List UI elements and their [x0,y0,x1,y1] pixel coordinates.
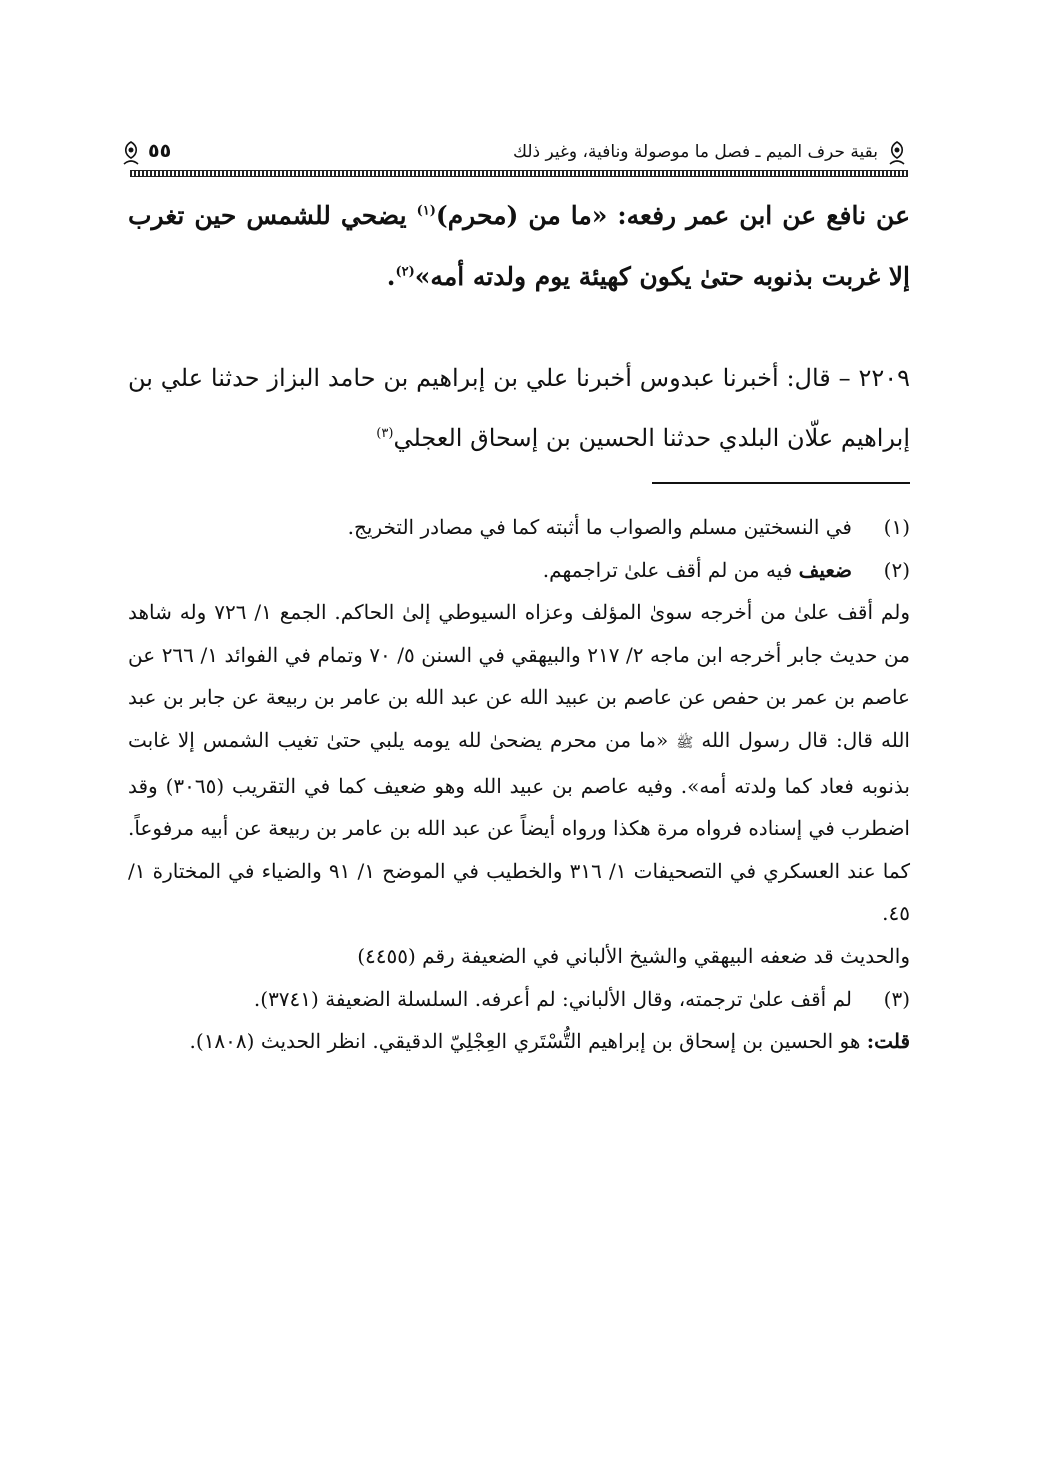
footnote-number: (١) [883,515,910,539]
footnote-2-conclusion: والحديث قد ضعفه البيهقي والشيخ الألباني في الضعيفة رقم (٤٤٥٥) [357,943,910,968]
running-title: بقية حرف الميم ـ فصل ما موصولة ونافية، وغير ذلك [513,142,878,162]
footnote-3: (٣) لم أقف علىٰ ترجمته، وقال الألباني: لم أعرفه. السلسلة الضعيفة (٣٧٤١). [128,978,910,1021]
salawat-glyph: ﷺ [676,734,694,751]
footnote-ref: (١) [416,203,436,219]
footnote-ref: (٣) [376,426,394,441]
page-number: ٥٥ [148,140,172,162]
footnote-divider [652,482,910,484]
footnotes [128,506,910,1063]
footnote-ref: (٢) [395,264,415,280]
footnote-number: (٣) [883,986,910,1011]
footnote-number: (٢) [883,557,910,582]
hadith-text: عن نافع عن ابن عمر رفعه: «ما من (محرم)$^{(١)}$ يضحي للشمس حين تغرب إلا غربت بذنوبه حتىٰ يكون كهيئة يوم ولدته أمه»$^{(٢)}$. [128,201,911,291]
ornament-icon [886,140,908,166]
grade-label: ضعيف [798,557,852,582]
footnote-1: (١) في النسختين مسلم والصواب ما أثبته كما في مصادر التخريج. [128,506,910,549]
page-header [130,138,908,172]
isnad-text: ٢٢٠٩ – قال: أخبرنا عبدوس أخبرنا علي بن إبراهيم بن حامد البزاز حدثنا علي بن إبراهيم علّان البلدي حدثنا الحسين بن إسحاق العجلي$^{(٣)}$ [128,364,910,452]
footnote-2: (٢) ضعيف فيه من لم أقف علىٰ تراجمهم. [128,549,910,592]
ornament-icon [120,140,142,166]
header-divider [130,170,908,177]
footnote-3-note: قلت: هو الحسين بن إسحاق بن إبراهيم التُّسْتَري العِجْلِيّ الدقيقي. انظر الحديث (١٨٠٨). [189,1029,910,1054]
footnote-2-takhrij: ولم أقف علىٰ من أخرجه سوىٰ المؤلف وعزاه السيوطي إلىٰ الحاكم. الجمع ١/ ٧٢٦ وله شاهد من حديث جابر أخرجه ابن ماجه ٢/ ٢١٧ والبيهقي في السنن ٥/ ٧٠ وتمام في الفوائد ١/ ٢٦٦ عن عاصم بن عمر بن حفص عن عاصم بن عبيد الله عن عبد الله بن عامر بن ربيعة عن جابر بن عبد الله قال: قال رسول الله ﷺ «ما من محرم يضحىٰ لله يومه يلبي حتىٰ تغيب الشمس إلا غابت بذنوبه فعاد كما ولدته أمه». وفيه عاصم بن عبيد الله وهو ضعيف كما في التقريب (٣٠٦٥) وقد اضطرب في إسناده فرواه مرة هكذا ورواه أيضاً عن عبد الله بن عامر بن ربيعة عن أبيه مرفوعاً. كما عند العسكري في التصحيفات ١/ ٣١٦ والخطيب في الموضح ١/ ٩١ والضياء في المختارة ١/ ٤٥. [128,600,910,926]
